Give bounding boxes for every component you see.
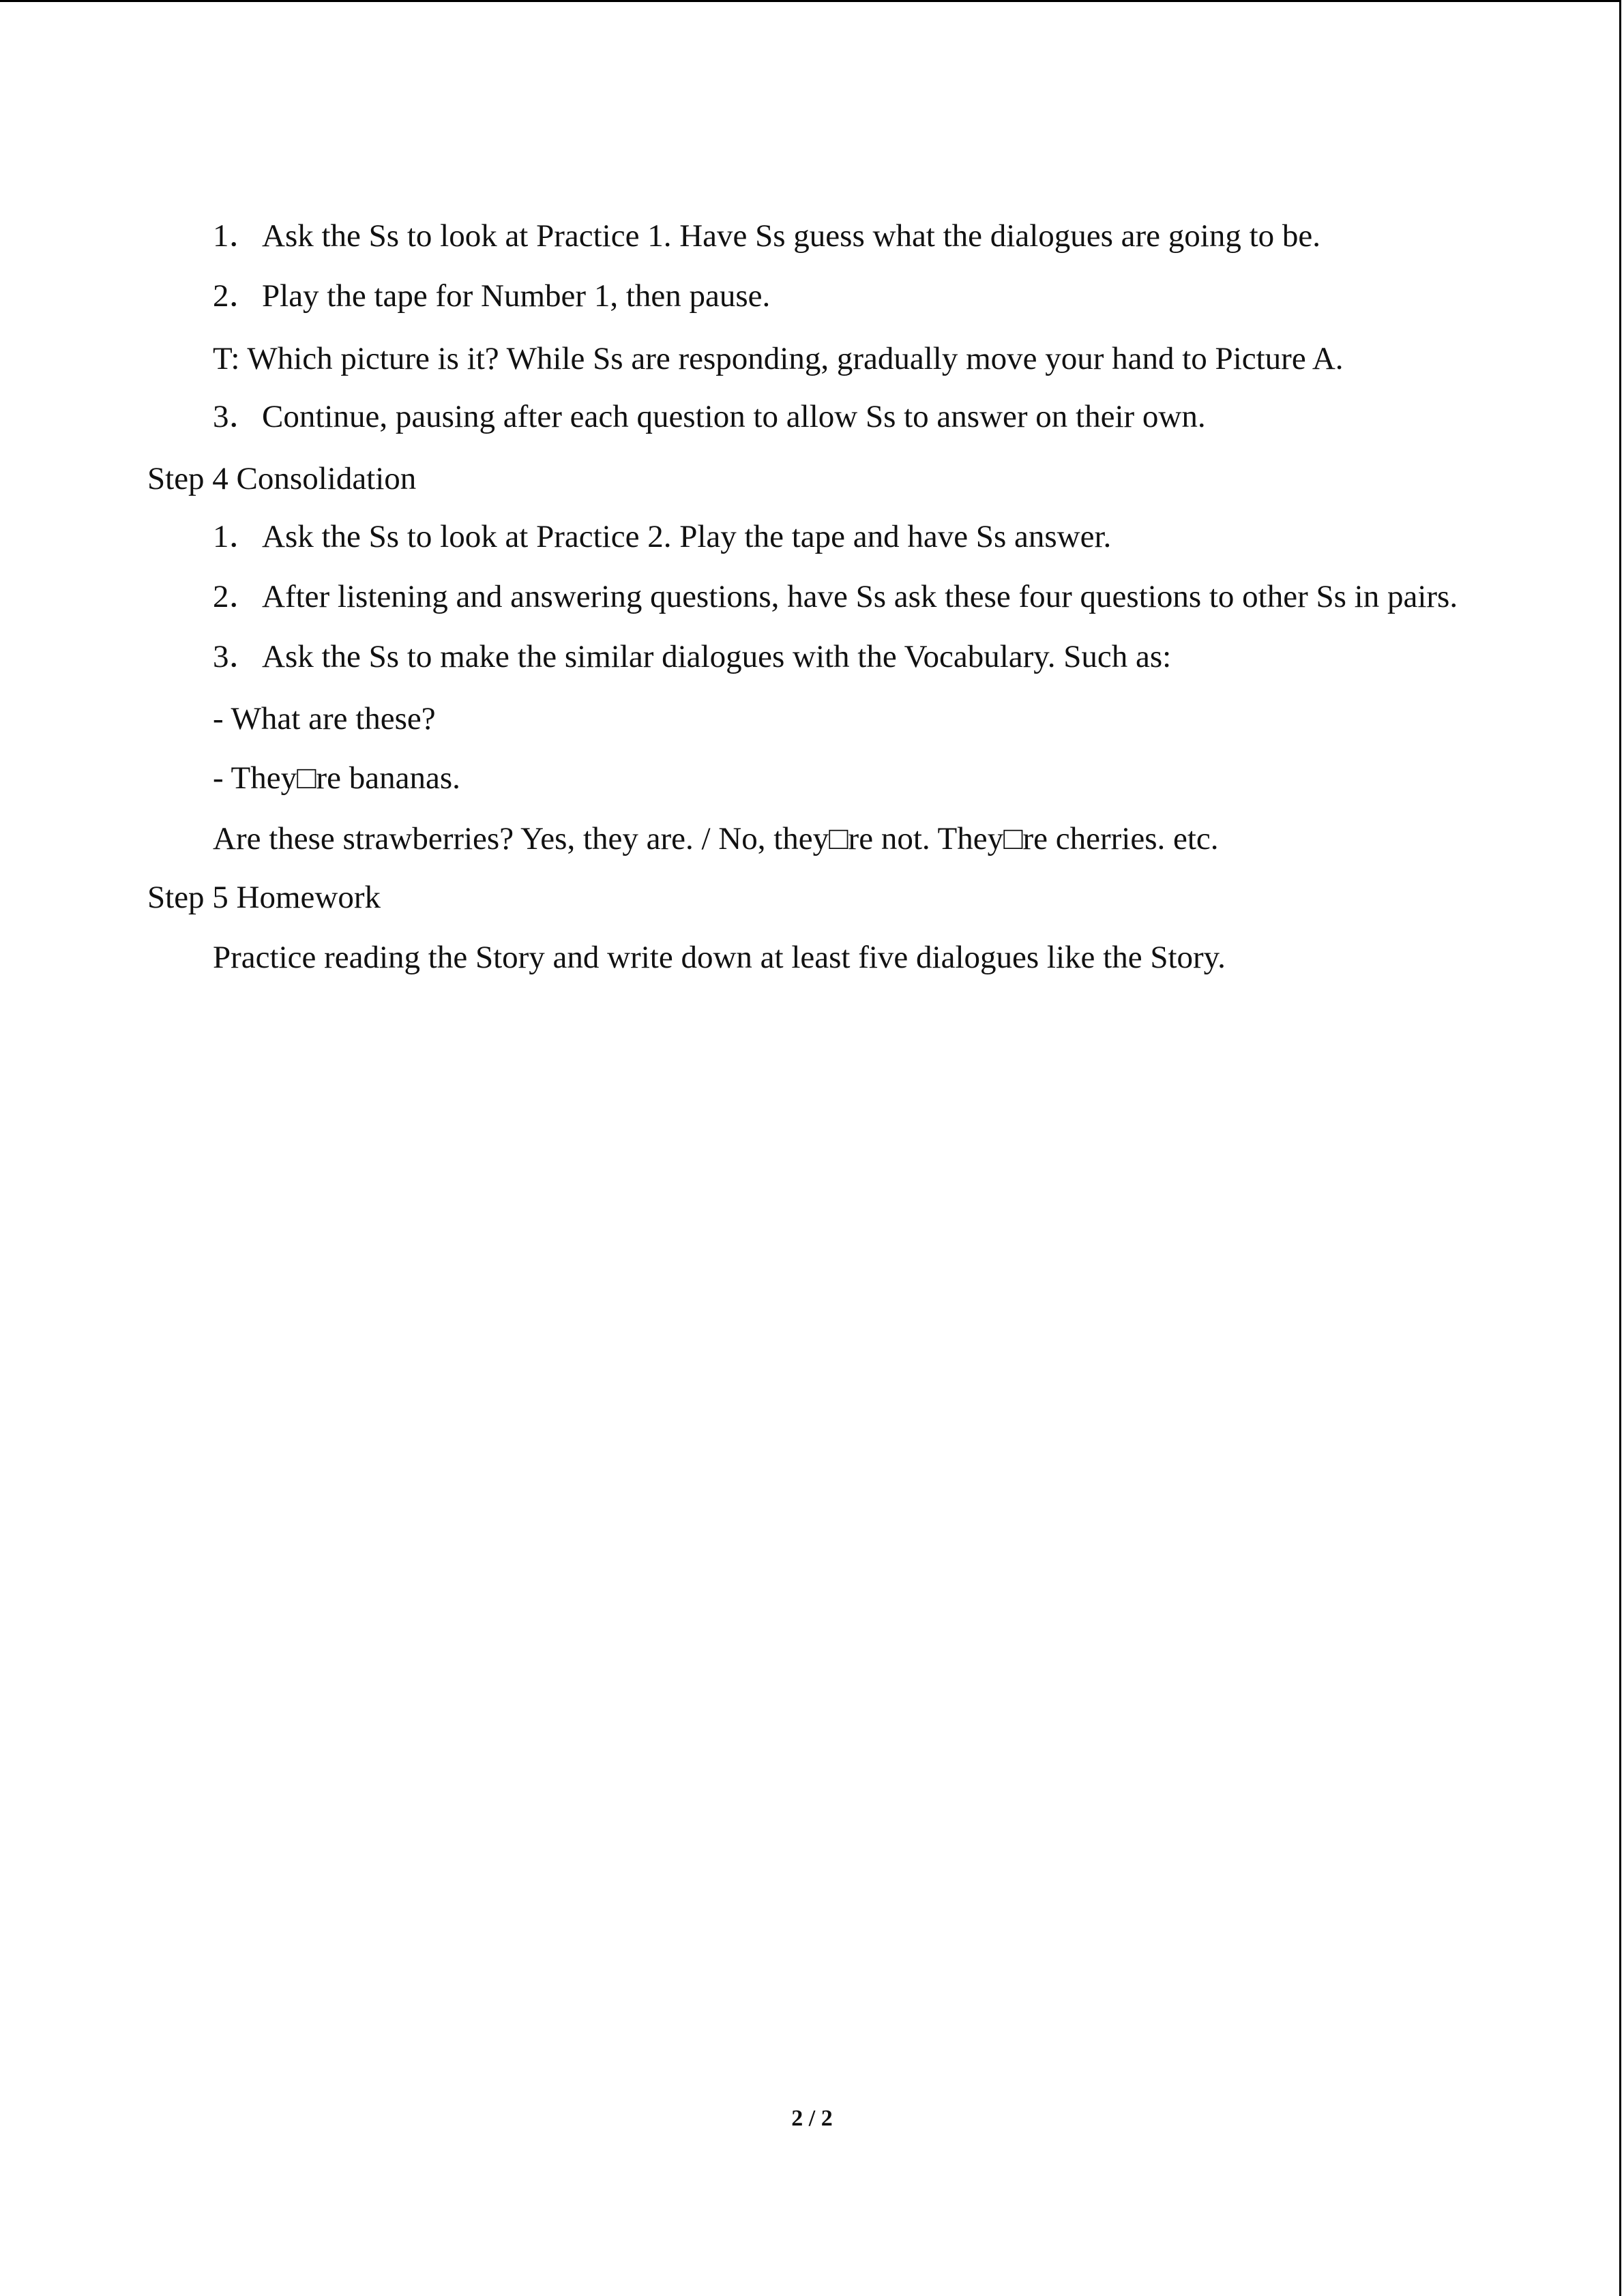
list-item: [213, 636, 1171, 677]
list-item: [213, 576, 1458, 617]
dialogue-line: Are these strawberries? Yes, they are. / No, they□re not. They□re cherries. etc.: [213, 821, 1219, 856]
list-item: [213, 275, 770, 316]
homework-text: Practice reading the Story and write down at least five dialogues like the Story.: [213, 940, 1226, 975]
item-text: Ask the Ss to make the similar dialogues with the Vocabulary. Such as:: [262, 639, 1172, 674]
teacher-line: T: Which picture is it? While Ss are responding, gradually move your hand to Picture A.: [213, 341, 1344, 376]
item-text: Play the tape for Number 1, then pause.: [262, 278, 771, 314]
item-number: 1．: [213, 519, 261, 554]
step4-heading: Step 4 Consolidation: [147, 461, 417, 496]
item-number: 2．: [213, 579, 261, 614]
list-item: [213, 516, 1111, 557]
list-item: [213, 396, 1206, 437]
step5-heading: Step 5 Homework: [147, 880, 381, 915]
item-text: Ask the Ss to look at Practice 1. Have Ss guess what the dialogues are going to be.: [262, 218, 1321, 254]
item-number: 2．: [213, 278, 261, 314]
item-text: Continue, pausing after each question to allow Ss to answer on their own.: [262, 399, 1206, 434]
dialogue-line: - They□re bananas.: [213, 760, 460, 796]
page-number: 2 / 2: [791, 2106, 833, 2131]
item-text: After listening and answering questions, have Ss ask these four questions to other Ss in pairs.: [262, 579, 1458, 614]
dialogue-line: - What are these?: [213, 701, 436, 736]
list-item: [213, 215, 1320, 256]
item-number: 3．: [213, 639, 261, 674]
item-number: 3．: [213, 399, 261, 434]
item-text: Ask the Ss to look at Practice 2. Play the tape and have Ss answer.: [262, 519, 1112, 554]
item-number: 1．: [213, 218, 261, 254]
